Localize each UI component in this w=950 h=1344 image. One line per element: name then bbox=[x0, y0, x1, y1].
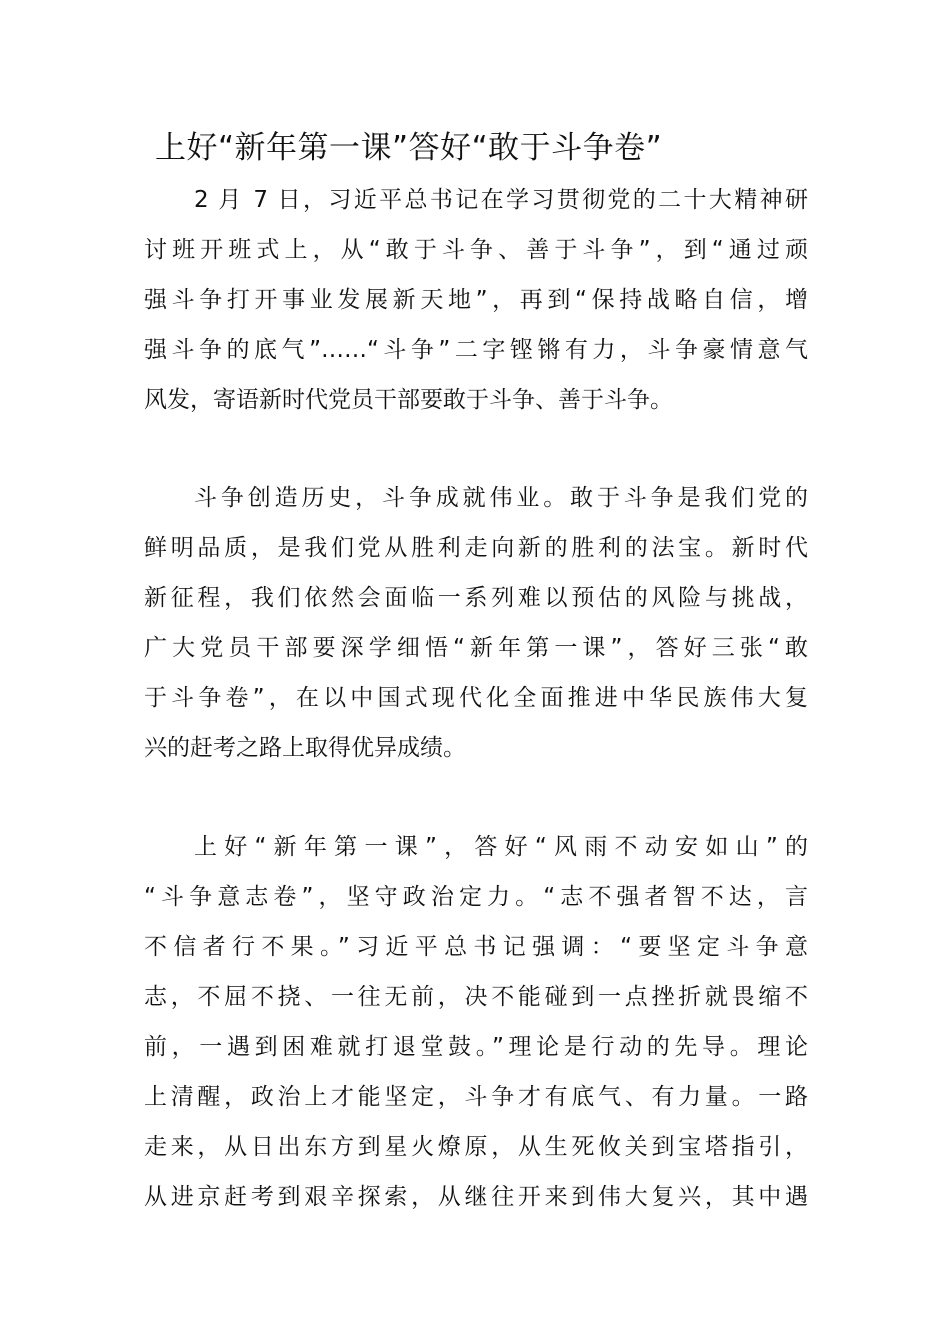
paragraph-line: 广大党员干部要深学细悟“新年第一课”，答好三张“敢 bbox=[144, 635, 808, 661]
paragraph-2 bbox=[144, 473, 808, 773]
paragraph-line: 强斗争打开事业发展新天地”，再到“保持战略自信，增 bbox=[144, 287, 808, 313]
paragraph-line: 走来，从日出东方到星火燎原，从生死攸关到宝塔指引， bbox=[144, 1134, 808, 1160]
paragraph-1 bbox=[144, 175, 808, 425]
document-title: 上好“新年第一课”答好“敢于斗争卷” bbox=[155, 130, 663, 166]
paragraph-line: 鲜明品质，是我们党从胜利走向新的胜利的法宝。新时代 bbox=[144, 535, 808, 561]
paragraph-line: 上清醒，政治上才能坚定，斗争才有底气、有力量。一路 bbox=[144, 1084, 808, 1110]
paragraph-line: 讨班开班式上，从“敢于斗争、善于斗争”，到“通过顽 bbox=[144, 237, 808, 263]
paragraph-line: 上好“新年第一课”，答好“风雨不动安如山”的 bbox=[194, 834, 808, 860]
paragraph-line: 不信者行不果。”习近平总书记强调：“要坚定斗争意 bbox=[144, 934, 808, 960]
paragraph-line: 2 月 7 日，习近平总书记在学习贯彻党的二十大精神研 bbox=[194, 187, 808, 213]
paragraph-line: 于斗争卷”，在以中国式现代化全面推进中华民族伟大复 bbox=[144, 685, 808, 711]
paragraph-line: 新征程，我们依然会面临一系列难以预估的风险与挑战， bbox=[144, 585, 808, 611]
paragraph-line: 斗争创造历史，斗争成就伟业。敢于斗争是我们党的 bbox=[194, 485, 808, 511]
paragraph-line: 风发，寄语新时代党员干部要敢于斗争、善于斗争。 bbox=[144, 387, 673, 413]
paragraph-line: 前，一遇到困难就打退堂鼓。”理论是行动的先导。理论 bbox=[144, 1034, 808, 1060]
paragraph-line: 志，不屈不挠、一往无前，决不能碰到一点挫折就畏缩不 bbox=[144, 984, 808, 1010]
paragraph-line: 强斗争的底气”……“斗争”二字铿锵有力，斗争豪情意气 bbox=[144, 337, 808, 363]
paragraph-line: 从进京赶考到艰辛探索，从继往开来到伟大复兴，其中遇 bbox=[144, 1184, 808, 1210]
paragraph-line: 兴的赶考之路上取得优异成绩。 bbox=[144, 735, 466, 761]
paragraph-line: “斗争意志卷”，坚守政治定力。“志不强者智不达，言 bbox=[144, 884, 808, 910]
paragraph-3 bbox=[144, 822, 808, 1222]
